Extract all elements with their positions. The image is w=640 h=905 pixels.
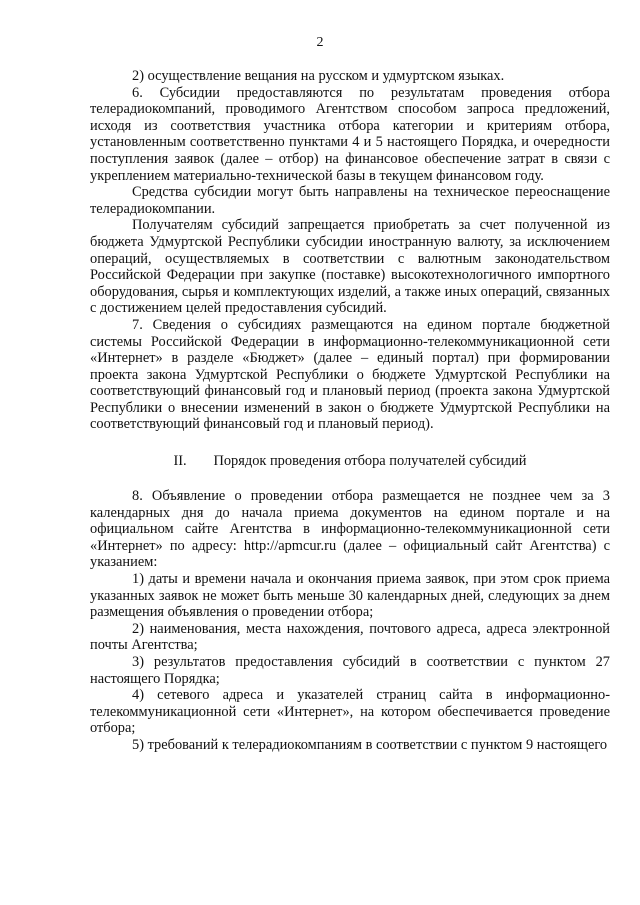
paragraph: 8. Объявление о проведении отбора размещается не позднее чем за 3 календарных дня до начала приема документов на едином портале и на официальном сайте Агентства в информационно-телекоммуникационной сети «Интернет» по адресу: http://apmcur.ru (далее – официальный сайт Агентства) с указанием: bbox=[90, 488, 610, 571]
list-item: 5) требований к телерадиокомпаниям в соответствии с пунктом 9 настоящего bbox=[132, 736, 608, 753]
list-item: 2) наименования, места нахождения, почтового адреса, адреса электронной почты Агентства; bbox=[90, 620, 610, 654]
section-heading bbox=[90, 453, 610, 470]
paragraph: Средства субсидии могут быть направлены на техническое переоснащение телерадиокомпании. bbox=[90, 184, 610, 217]
list-item: 4) сетевого адреса и указателей страниц сайта в информационно-телекоммуникационной сети «Интернет», на котором обеспечивается проведение отбора; bbox=[90, 687, 610, 737]
paragraph: 7. Сведения о субсидиях размещаются на едином портале бюджетной системы Российской Федерации в информационно-телекоммуникационной сети «Интернет» в разделе «Бюджет» (далее – единый портал) при формировании проекта закона Удмуртской Республики о бюджете Удмуртской Республики на соответствующий финансовый год и плановый период (проекта закона Удмуртской Республики о внесении изменений в закон о бюджете Удмуртской Республики на соответствующий финансовый год и плановый период). bbox=[90, 316, 610, 433]
list-item: 1) даты и времени начала и окончания приема заявок, при этом срок приема указанных заявок не может быть меньше 30 календарных дней, следующих за днем размещения объявления о проведении отбора; bbox=[90, 571, 610, 621]
paragraph: 2) осуществление вещания на русском и удмуртском языках. bbox=[132, 68, 505, 84]
section-title: Порядок проведения отбора получателей субсидий bbox=[213, 453, 527, 470]
page-number: 2 bbox=[316, 35, 324, 50]
document-body bbox=[90, 68, 610, 754]
paragraph: Получателям субсидий запрещается приобретать за счет полученной из бюджета Удмуртской Республики субсидии иностранную валюту, за исключением операций, осуществляемых в соответствии с валютным законодательством Российской Федерации при закупке (поставке) высокотехнологичного импортного оборудования, сырья и комплектующих изделий, а также иных операций, связанных с достижением целей предоставления субсидий. bbox=[90, 217, 610, 317]
list-item: 3) результатов предоставления субсидий в соответствии с пунктом 27 настоящего Порядка; bbox=[90, 654, 610, 687]
paragraph: 6. Субсидии предоставляются по результатам проведения отбора телерадиокомпаний, проводимого Агентством способом запроса предложений, исходя из соответствия участника отбора категории и критериям отбора, установленным соответственно пунктами 4 и 5 настоящего Порядка, и очередности поступления заявок (далее – отбор) на финансовое обеспечение затрат в связи с укреплением материально-технической базы в текущем финансовом году. bbox=[90, 84, 610, 184]
section-number: II. bbox=[173, 453, 187, 470]
